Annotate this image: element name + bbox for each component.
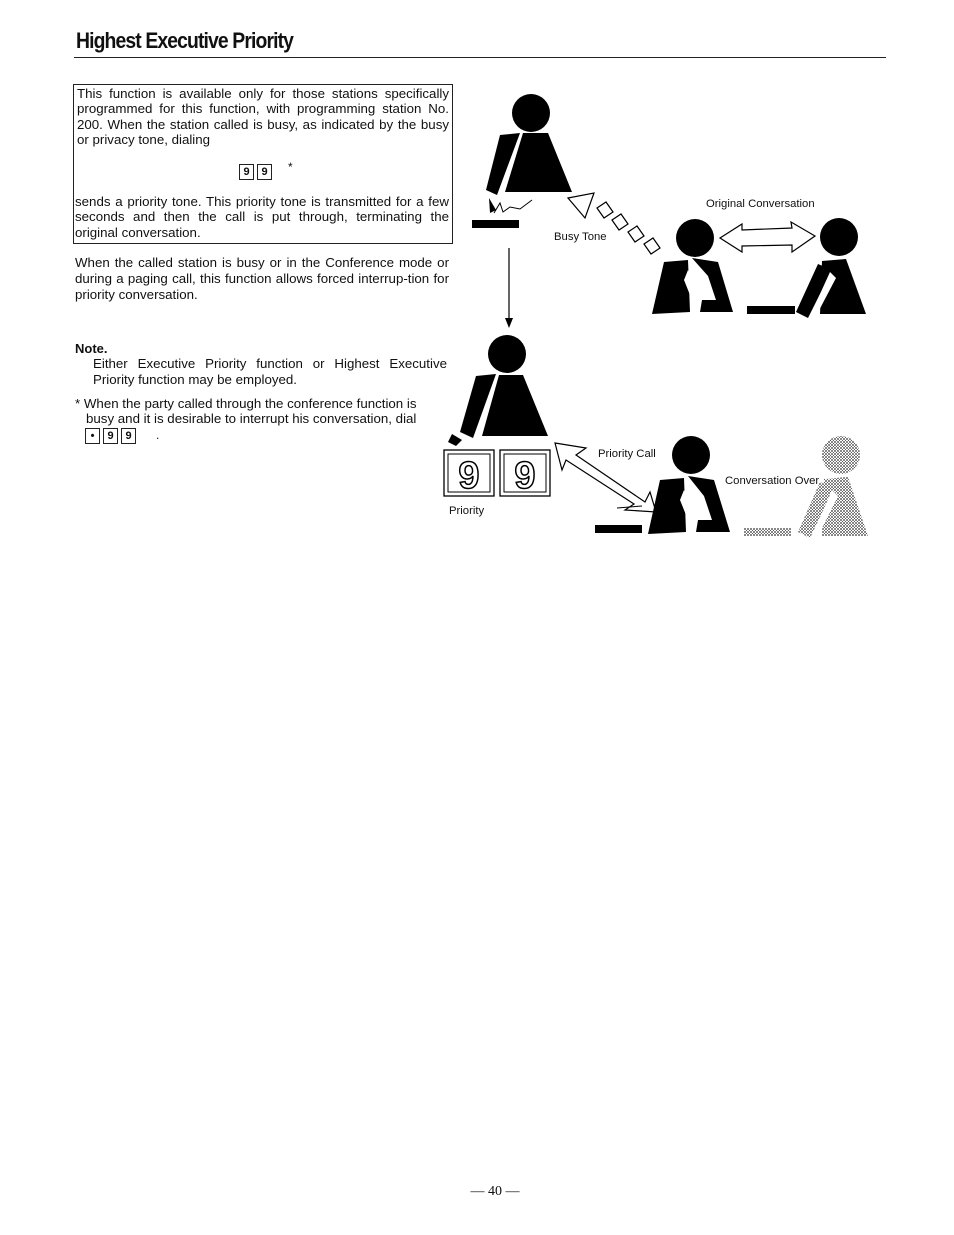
footnote-line-1: * When the party called through the conference function is [75,396,417,411]
busy-tone-label: Busy Tone [554,231,607,243]
box-paragraph-1: This function is available only for those stations specifically programmed for this function, with programming station No. 200. When the station called is busy, as indicated by the busy or privacy tone, dialing [77,86,449,148]
note-label: Note. [75,341,108,356]
dial-key: 9 [103,428,118,444]
conversation-arrow-icon [720,222,815,252]
original-conversation-label: Original Conversation [706,198,815,210]
priority-call-label: Priority Call [598,448,656,460]
priority-key-label: 9 [458,455,480,497]
priority-key-label: 9 [514,455,536,497]
caller-figure-bottom [448,335,548,446]
called-figure-top [652,219,733,314]
dial-key: 9 [239,164,254,180]
note-body: Either Executive Priority function or Highest Executive Priority function may be employed. [93,356,447,387]
priority-keys [444,450,550,497]
dial-key: 9 [257,164,272,180]
priority-label: Priority [449,505,485,517]
busy-signal-squiggle [494,200,532,213]
busy-tone-signal [568,193,660,254]
asterisk-mark: * [288,160,293,174]
conversation-over-label: Conversation Over [725,475,820,487]
footnote-line-2: busy and it is desirable to interrupt his conversation, dial [86,411,417,427]
down-arrow-icon [505,318,513,328]
third-party-figure-top [747,218,866,318]
third-party-figure-bottom [744,436,868,538]
page-title: Highest Executive Priority [76,28,294,53]
page-number: — 40 — [470,1184,520,1199]
paragraph-3: When the called station is busy or in the Conference mode or during a paging call, this function allows forced interrup-tion for priority conversation. [75,255,449,302]
box-paragraph-2: sends a priority tone. This priority tone is transmitted for a few seconds and then the call is put through, terminating the original conversation. [75,194,449,240]
dot-key: • [85,428,100,444]
footnote-period: . [156,428,160,442]
dial-key: 9 [121,428,136,444]
